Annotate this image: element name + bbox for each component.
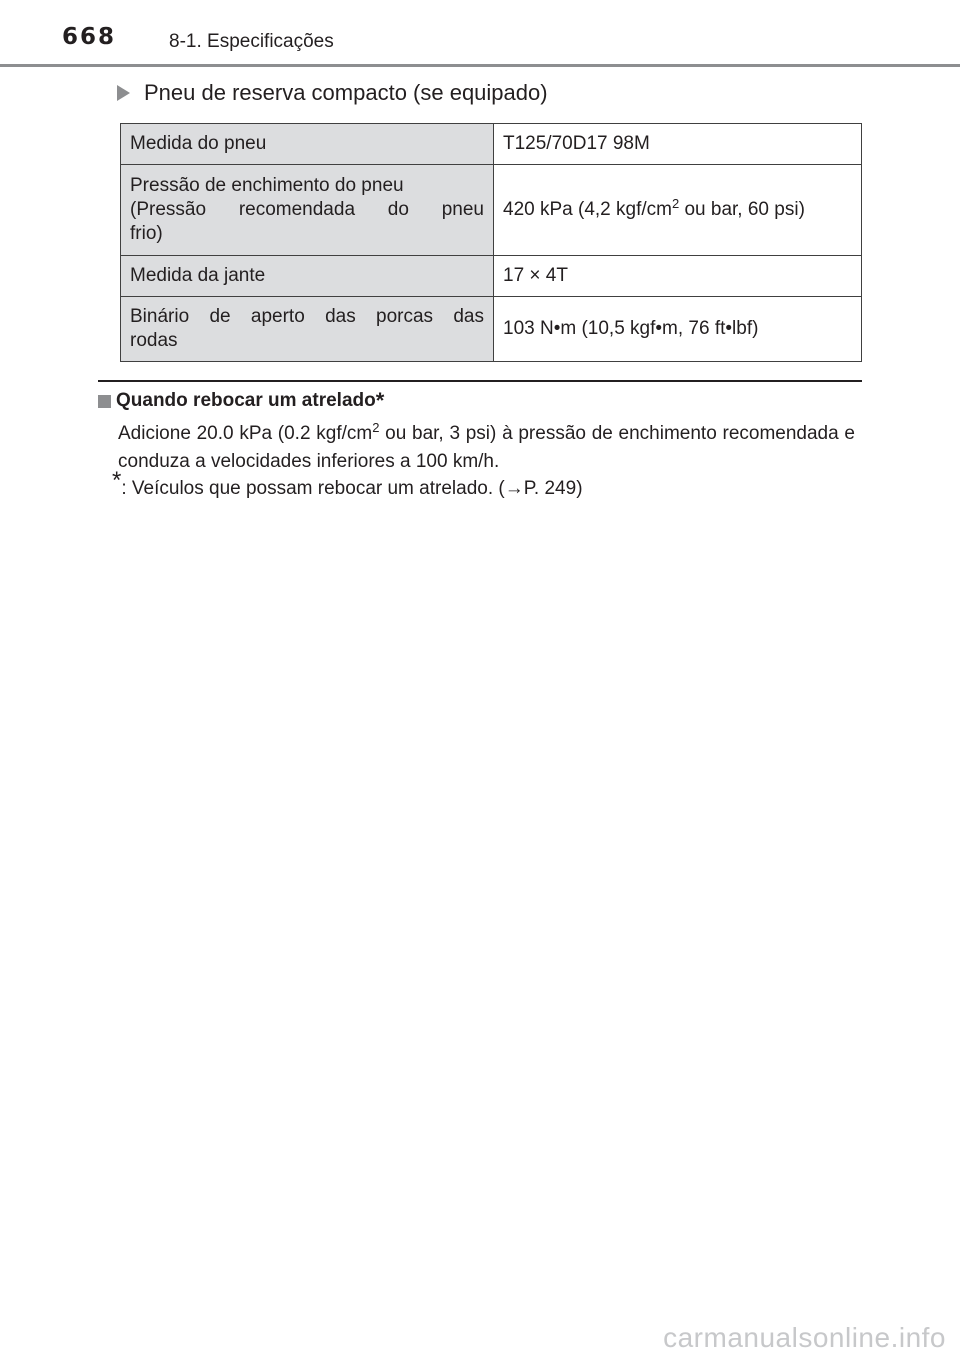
asterisk-mark: *: [112, 467, 122, 494]
note-body-text: ou bar, 3 psi) à pressão de enchimento recomendada e conduza a velocidades inferiores a 100 km/h.: [118, 423, 855, 472]
spec-label: [121, 165, 494, 256]
spec-value: [494, 165, 862, 256]
spec-label: Medida do pneu: [121, 124, 494, 165]
spec-value: 103 N•m (10,5 kgf•m, 76 ft•lbf): [494, 297, 862, 362]
table-row: [121, 297, 862, 362]
spec-value: T125/70D17 98M: [494, 124, 862, 165]
note-body-text: Adicione 20.0 kPa (0.2 kgf/cm: [118, 423, 373, 444]
square-bullet-icon: [98, 395, 111, 408]
spec-label-line: frio): [130, 223, 163, 244]
table-row: [121, 165, 862, 256]
table-row: [121, 256, 862, 297]
spec-label-line: Binário de aperto das porcas das: [130, 306, 484, 327]
subheading-text: Pneu de reserva compacto (se equipado): [144, 80, 548, 105]
subheading: [117, 80, 548, 106]
section-divider: [98, 380, 862, 382]
table-row: [121, 124, 862, 165]
superscript: 2: [372, 420, 380, 435]
spec-label: Medida da jante: [121, 256, 494, 297]
note-heading-text: Quando rebocar um atrelado: [116, 390, 376, 411]
spec-label-line: Pressão de enchimento do pneu: [130, 175, 404, 196]
footnote-text: : Veículos que possam rebocar um atrelado. (→P. 249): [121, 478, 583, 499]
spec-label-line: rodas: [130, 330, 178, 351]
spec-label: [121, 297, 494, 362]
triangle-bullet-icon: [117, 85, 130, 101]
header-divider: [0, 64, 960, 67]
note-body: [118, 420, 855, 476]
spec-table: [120, 123, 862, 362]
spec-label-line: (Pressão recomendada do pneu: [130, 199, 484, 220]
superscript: 2: [671, 196, 680, 211]
footnote: [112, 467, 583, 500]
section-title: 8-1. Especificações: [169, 31, 334, 52]
note-heading: Quando rebocar um atrelado *: [98, 390, 384, 412]
spec-value: 17 × 4T: [494, 256, 862, 297]
spec-value-text: 420 kPa (4,2 kgf/cm: [503, 199, 672, 220]
spec-value-text: ou bar, 60 psi): [679, 199, 805, 220]
page-number: 668: [62, 24, 117, 50]
watermark: carmanualsonline.info: [663, 1322, 946, 1353]
